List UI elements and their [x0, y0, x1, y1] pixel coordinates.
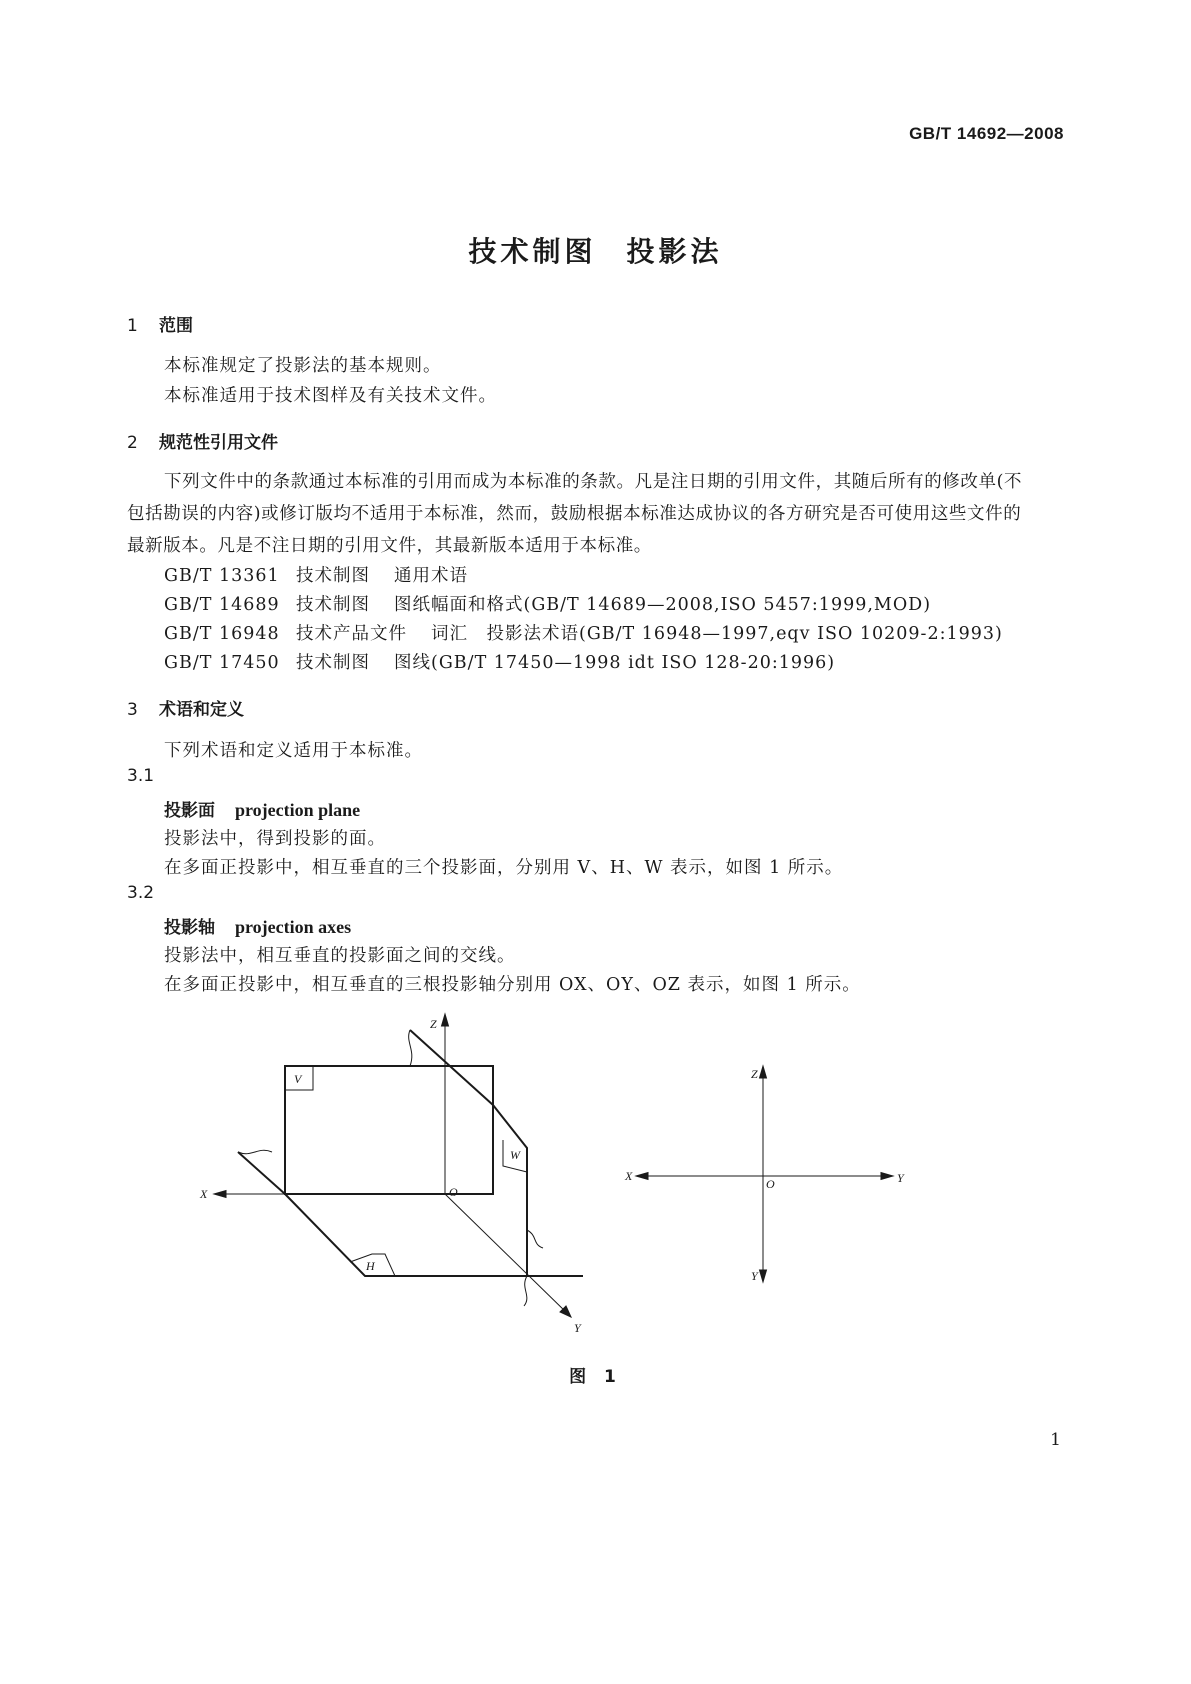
w-plane-edge	[410, 1030, 493, 1105]
term-definition: 投影法中，得到投影的面。	[164, 829, 386, 849]
page-number: 1	[1050, 1430, 1061, 1450]
h-plane	[285, 1194, 583, 1276]
h-plane-edge	[238, 1152, 285, 1194]
paragraph: 下列术语和定义适用于本标准。	[164, 741, 423, 761]
term-definition: 投影法中，相互垂直的投影面之间的交线。	[164, 946, 516, 966]
break-line	[527, 1230, 543, 1248]
term-english: projection axes	[235, 917, 352, 937]
arrow-icon	[881, 1173, 893, 1180]
reference-title: 技术制图	[296, 566, 370, 586]
section-number: 1	[127, 316, 138, 336]
figure-1-left-projection	[214, 1014, 583, 1317]
title-part2: 投影法	[626, 235, 723, 268]
reference-subtitle: 词汇 投影法术语(GB/T 16948—1997,eqv ISO 10209-2:1993)	[431, 624, 1003, 644]
section-title: 术语和定义	[159, 700, 244, 720]
reference-code: GB/T 14689	[164, 595, 280, 615]
reference-code: GB/T 16948	[164, 624, 280, 644]
reference-subtitle: 通用术语	[394, 566, 468, 586]
term-number: 3.1	[127, 766, 155, 786]
figure-1-right-axes	[636, 1066, 893, 1282]
paragraph: 本标准适用于技术图样及有关技术文件。	[164, 386, 497, 406]
term-number: 3.2	[127, 883, 155, 903]
label-x: X	[625, 1169, 633, 1183]
label-h: H	[366, 1259, 375, 1273]
arrow-icon	[760, 1270, 767, 1282]
break-line	[524, 1276, 527, 1306]
figure-caption: 图 1	[569, 1367, 622, 1387]
figure-1-right-labels	[624, 1067, 905, 1283]
label-y-right: Y	[897, 1171, 904, 1185]
label-y: Y	[574, 1321, 581, 1335]
term-english: projection plane	[235, 800, 361, 820]
reference-subtitle: 图纸幅面和格式(GB/T 14689—2008,ISO 5457:1999,MOD)	[394, 595, 932, 615]
section-number: 2	[127, 433, 138, 453]
section-title: 范围	[159, 316, 193, 336]
term-note: 在多面正投影中，相互垂直的三根投影轴分别用 OX、OY、OZ 表示，如图 1 所示。	[164, 975, 861, 995]
reference-code: GB/T 17450	[164, 653, 280, 673]
term-chinese: 投影轴	[164, 918, 215, 938]
title-part1: 技术制图	[468, 235, 597, 268]
label-o: O	[449, 1185, 458, 1199]
label-z: Z	[430, 1017, 437, 1031]
arrow-icon	[760, 1066, 767, 1078]
label-o: O	[766, 1177, 775, 1191]
reference-code: GB/T 13361	[164, 566, 280, 586]
reference-title: 技术产品文件	[296, 624, 407, 644]
reference-title: 技术制图	[296, 595, 370, 615]
reference-subtitle: 图线(GB/T 17450—1998 idt ISO 128-20:1996)	[394, 653, 836, 673]
label-z: Z	[751, 1067, 758, 1081]
term-note: 在多面正投影中，相互垂直的三个投影面，分别用 V、H、W 表示，如图 1 所示。	[164, 858, 844, 878]
label-y-down: Y	[751, 1269, 758, 1283]
break-line	[238, 1150, 272, 1153]
break-line	[409, 1030, 412, 1066]
standard-code: GB/T 14692—2008	[909, 124, 1064, 143]
arrow-icon	[214, 1191, 226, 1198]
label-v: V	[294, 1072, 302, 1086]
arrow-icon	[442, 1014, 449, 1026]
reference-title: 技术制图	[296, 653, 370, 673]
paragraph: 本标准规定了投影法的基本规则。	[164, 356, 442, 376]
section-number: 3	[127, 700, 138, 720]
section-2-intro: 下列文件中的条款通过本标准的引用而成为本标准的条款。凡是注日期的引用文件，其随后所有的修改单(不包括勘误的内容)或修订版均不适用于本标准，然而，鼓励根据本标准达成协议的各方研究是否可使用这些文件的最新版本。凡是不注日期的引用文件，其最新版本适用于本标准。	[127, 472, 1023, 556]
section-title: 规范性引用文件	[159, 433, 278, 453]
arrow-icon	[636, 1173, 648, 1180]
y-axis	[445, 1194, 568, 1314]
v-plane	[285, 1066, 493, 1194]
term-chinese: 投影面	[164, 801, 215, 821]
label-w: W	[510, 1148, 520, 1162]
label-x: X	[200, 1187, 208, 1201]
